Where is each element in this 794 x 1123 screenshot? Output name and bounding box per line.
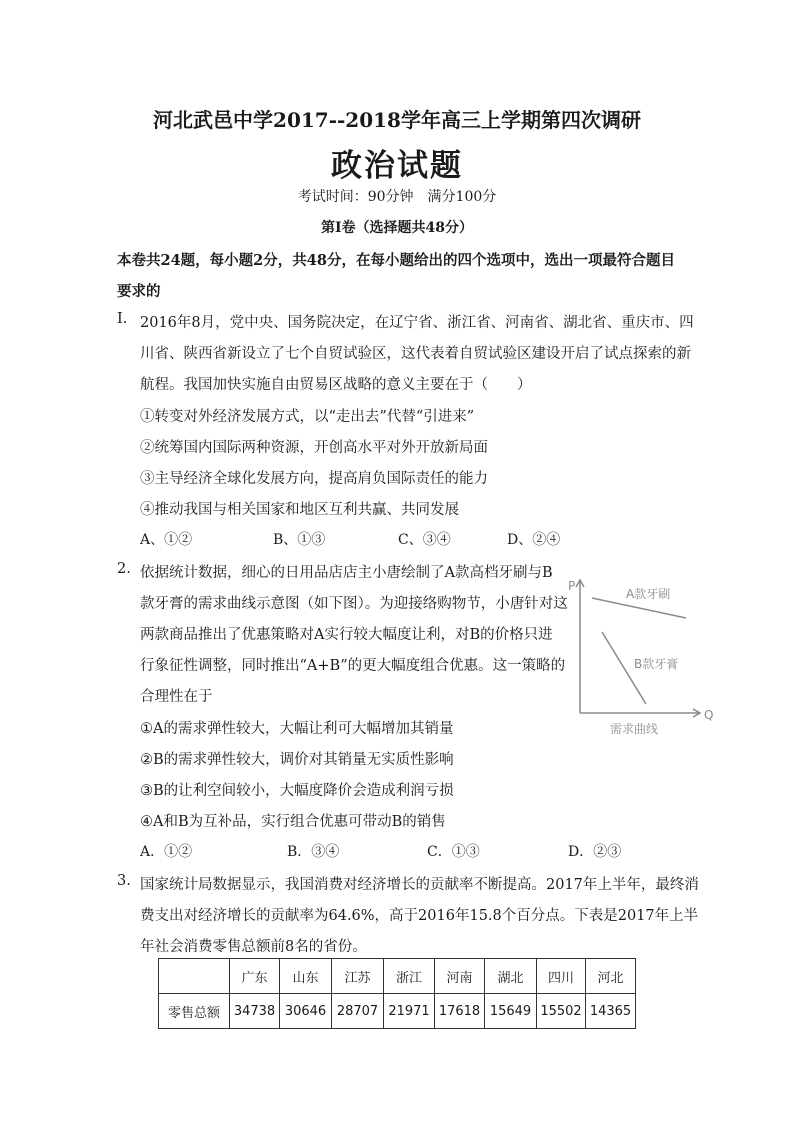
question-1-statement: ④推动我国与相关国家和地区互利共赢、共同发展 (140, 502, 459, 518)
table-header-cell: 山东 (280, 959, 332, 994)
question-2-statement: ①A的需求弹性较大，大幅让利可大幅增加其销量 (140, 721, 454, 737)
table-cell: 28707 (332, 994, 384, 1029)
curve-a-line (592, 598, 686, 618)
table-row (159, 994, 636, 1029)
table-header-row (159, 959, 636, 994)
question-2-option-a: A．①② (140, 844, 193, 860)
question-1-option-c: C、③④ (398, 532, 451, 548)
table-cell: 15502 (537, 994, 586, 1029)
exam-info: 考试时间：90分钟 满分100分 (297, 189, 497, 205)
question-2-option-c: C．①③ (427, 844, 480, 860)
demand-curve-graph (568, 560, 718, 740)
table-header-cell: 广东 (230, 959, 280, 994)
question-2-line: 两款商品推出了优惠策略对A实行较大幅度让利，对B的价格只进 (140, 627, 553, 643)
question-2-statement: ④A和B为互补品，实行组合优惠可带动B的销售 (140, 814, 446, 830)
table-header-cell: 四川 (537, 959, 586, 994)
curve-b-label: B款牙膏 (634, 657, 679, 671)
question-1-statement: ①转变对外经济发展方式，以“走出去”代替“引进来” (140, 409, 475, 425)
table-cell: 34738 (230, 994, 280, 1029)
question-2-statement: ③B的让利空间较小，大幅度降价会造成利润亏损 (140, 783, 454, 799)
question-1-statement: ②统筹国内国际两种资源，开创高水平对外开放新局面 (140, 440, 488, 456)
table-header-cell: 江苏 (332, 959, 384, 994)
question-2-number: 2. (117, 561, 131, 577)
y-axis-label: P (568, 579, 576, 593)
table-cell: 17618 (435, 994, 485, 1029)
section-heading: 第Ⅰ卷（选择题共48分） (320, 220, 474, 236)
table-header-cell: 湖北 (485, 959, 537, 994)
subject-title: 政治试题 (331, 148, 463, 184)
question-1-statement: ③主导经济全球化发展方向，提高肩负国际责任的能力 (140, 471, 488, 487)
question-1-number: Ⅰ. (117, 311, 128, 327)
table-header-cell: 河南 (435, 959, 485, 994)
question-2-line: 依据统计数据，细心的日用品店店主小唐绘制了A款高档牙刷与B (140, 565, 553, 581)
table-header-cell (159, 959, 230, 994)
instructions-line-1: 本卷共24题，每小题2分，共48分，在每小题给出的四个选项中，选出一项最符合题目 (117, 252, 675, 269)
x-axis-label: Q (704, 708, 714, 722)
question-2-line: 款牙膏的需求曲线示意图（如下图）。为迎接络购物节，小唐针对这 (140, 596, 568, 612)
question-1-option-d: D、②④ (507, 532, 561, 548)
question-2-option-d: D．②③ (568, 844, 622, 860)
table-cell: 30646 (280, 994, 332, 1029)
table-header-cell: 浙江 (384, 959, 435, 994)
table-row-label: 零售总额 (159, 994, 230, 1029)
question-3-line: 年社会消费零售总额前8名的省份。 (140, 939, 367, 955)
question-2-line: 行象征性调整，同时推出“A+B”的更大幅度组合优惠。这一策略的 (140, 658, 566, 674)
question-3-line: 国家统计局数据显示，我国消费对经济增长的贡献率不断提高。2017年上半年，最终消 (140, 877, 699, 893)
question-1-line: 川省、陕西省新设立了七个自贸试验区，这代表着自贸试验区建设开启了试点探索的新 (140, 346, 691, 362)
question-1-option-b: B、①③ (273, 532, 326, 548)
question-2-statement: ②B的需求弹性较大，调价对其销量无实质性影响 (140, 752, 454, 768)
question-3-line: 费支出对经济增长的贡献率为64.6%，高于2016年15.8个百分点。下表是2017年上半 (140, 908, 699, 924)
graph-caption: 需求曲线 (610, 722, 659, 736)
curve-a-label: A款牙刷 (626, 587, 671, 601)
question-1-option-a: A、①② (140, 532, 193, 548)
table-header-cell: 河北 (586, 959, 636, 994)
question-2-option-b: B．③④ (287, 844, 340, 860)
paper-title: 河北武邑中学2017--2018学年高三上学期第四次调研 (153, 108, 641, 132)
question-1-line: 航程。我国加快实施自由贸易区战略的意义主要在于（ ） (140, 377, 532, 393)
instructions-line-2: 要求的 (117, 283, 161, 300)
table-cell: 21971 (384, 994, 435, 1029)
table-cell: 14365 (586, 994, 636, 1029)
question-1-line: 2016年8月，党中央、国务院决定，在辽宁省、浙江省、河南省、湖北省、重庆市、四 (140, 315, 694, 331)
retail-sales-table (158, 958, 636, 1029)
table-cell: 15649 (485, 994, 537, 1029)
question-2-line: 合理性在于 (140, 689, 213, 705)
question-3-number: 3. (117, 873, 131, 889)
